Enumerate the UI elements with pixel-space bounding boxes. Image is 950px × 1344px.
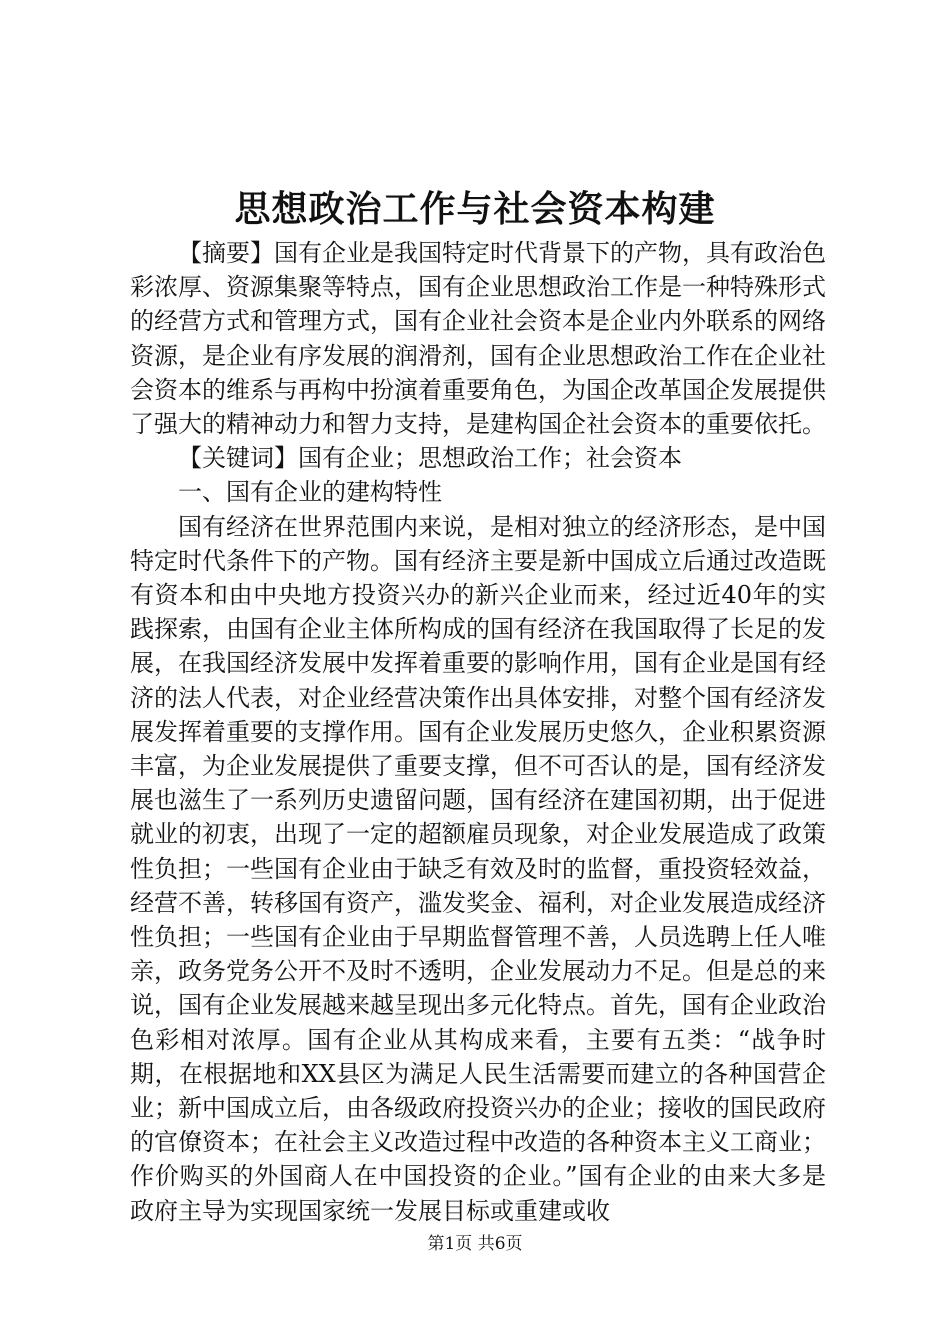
- body-paragraph: 国有经济在世界范围内来说，是相对独立的经济形态，是中国特定时代条件下的产物。国有经济主要是新中国成立后通过改造既有资本和由中央地方投资兴办的新兴企业而来，经过近40年的实践探索，由国有企业主体所构成的国有经济在我国取得了长足的发展，在我国经济发展中发挥着重要的影响作用，国有企业是国有经济的法人代表，对企业经营决策作出具体安排，对整个国有经济发展发挥着重要的支撑作用。国有企业发展历史悠久，企业积累资源丰富，为企业发展提供了重要支撑，但不可否认的是，国有经济发展也滋生了一系列历史遗留问题，国有经济在建国初期，出于促进就业的初衷，出现了一定的超额雇员现象，对企业发展造成了政策性负担；一些国有企业由于缺乏有效及时的监督，重投资轻效益，经营不善，转移国有资产，滥发奖金、福利，对企业发展造成经济性负担；一些国有企业由于早期监督管理不善，人员选聘上任人唯亲，政务党务公开不及时不透明，企业发展动力不足。但是总的来说，国有企业发展越来越呈现出多元化特点。首先，国有企业政治色彩相对浓厚。国有企业从其构成来看，主要有五类：“战争时期，在根据地和XX县区为满足人民生活需要而建立的各种国营企业；新中国成立后，由各级政府投资兴办的企业；接收的国民政府的官僚资本；在社会主义改造过程中改造的各种资本主义工商业；作价购买的外国商人在中国投资的企业。”国有企业的由来大多是政府主导为实现国家统一发展目标或重建或收: [130, 512, 826, 1225]
- section-heading: 一、国有企业的建构特性: [178, 478, 442, 507]
- document-title: 思想政治工作与社会资本构建: [234, 188, 716, 230]
- keywords-paragraph: 【关键词】国有企业；思想政治工作；社会资本: [178, 444, 682, 473]
- abstract-paragraph: 【摘要】国有企业是我国特定时代背景下的产物，具有政治色彩浓厚、资源集聚等特点，国有企业思想政治工作是一种特殊形式的经营方式和管理方式，国有企业社会资本是企业内外联系的网络资源，是企业有序发展的润滑剂，国有企业思想政治工作在企业社会资本的维系与再构中扮演着重要角色，为国企改革国企发展提供了强大的精神动力和智力支持，是建构国企社会资本的重要依托。: [130, 239, 826, 439]
- page-footer: 第1页 共6页: [427, 1234, 523, 1254]
- document-body: [130, 236, 826, 1228]
